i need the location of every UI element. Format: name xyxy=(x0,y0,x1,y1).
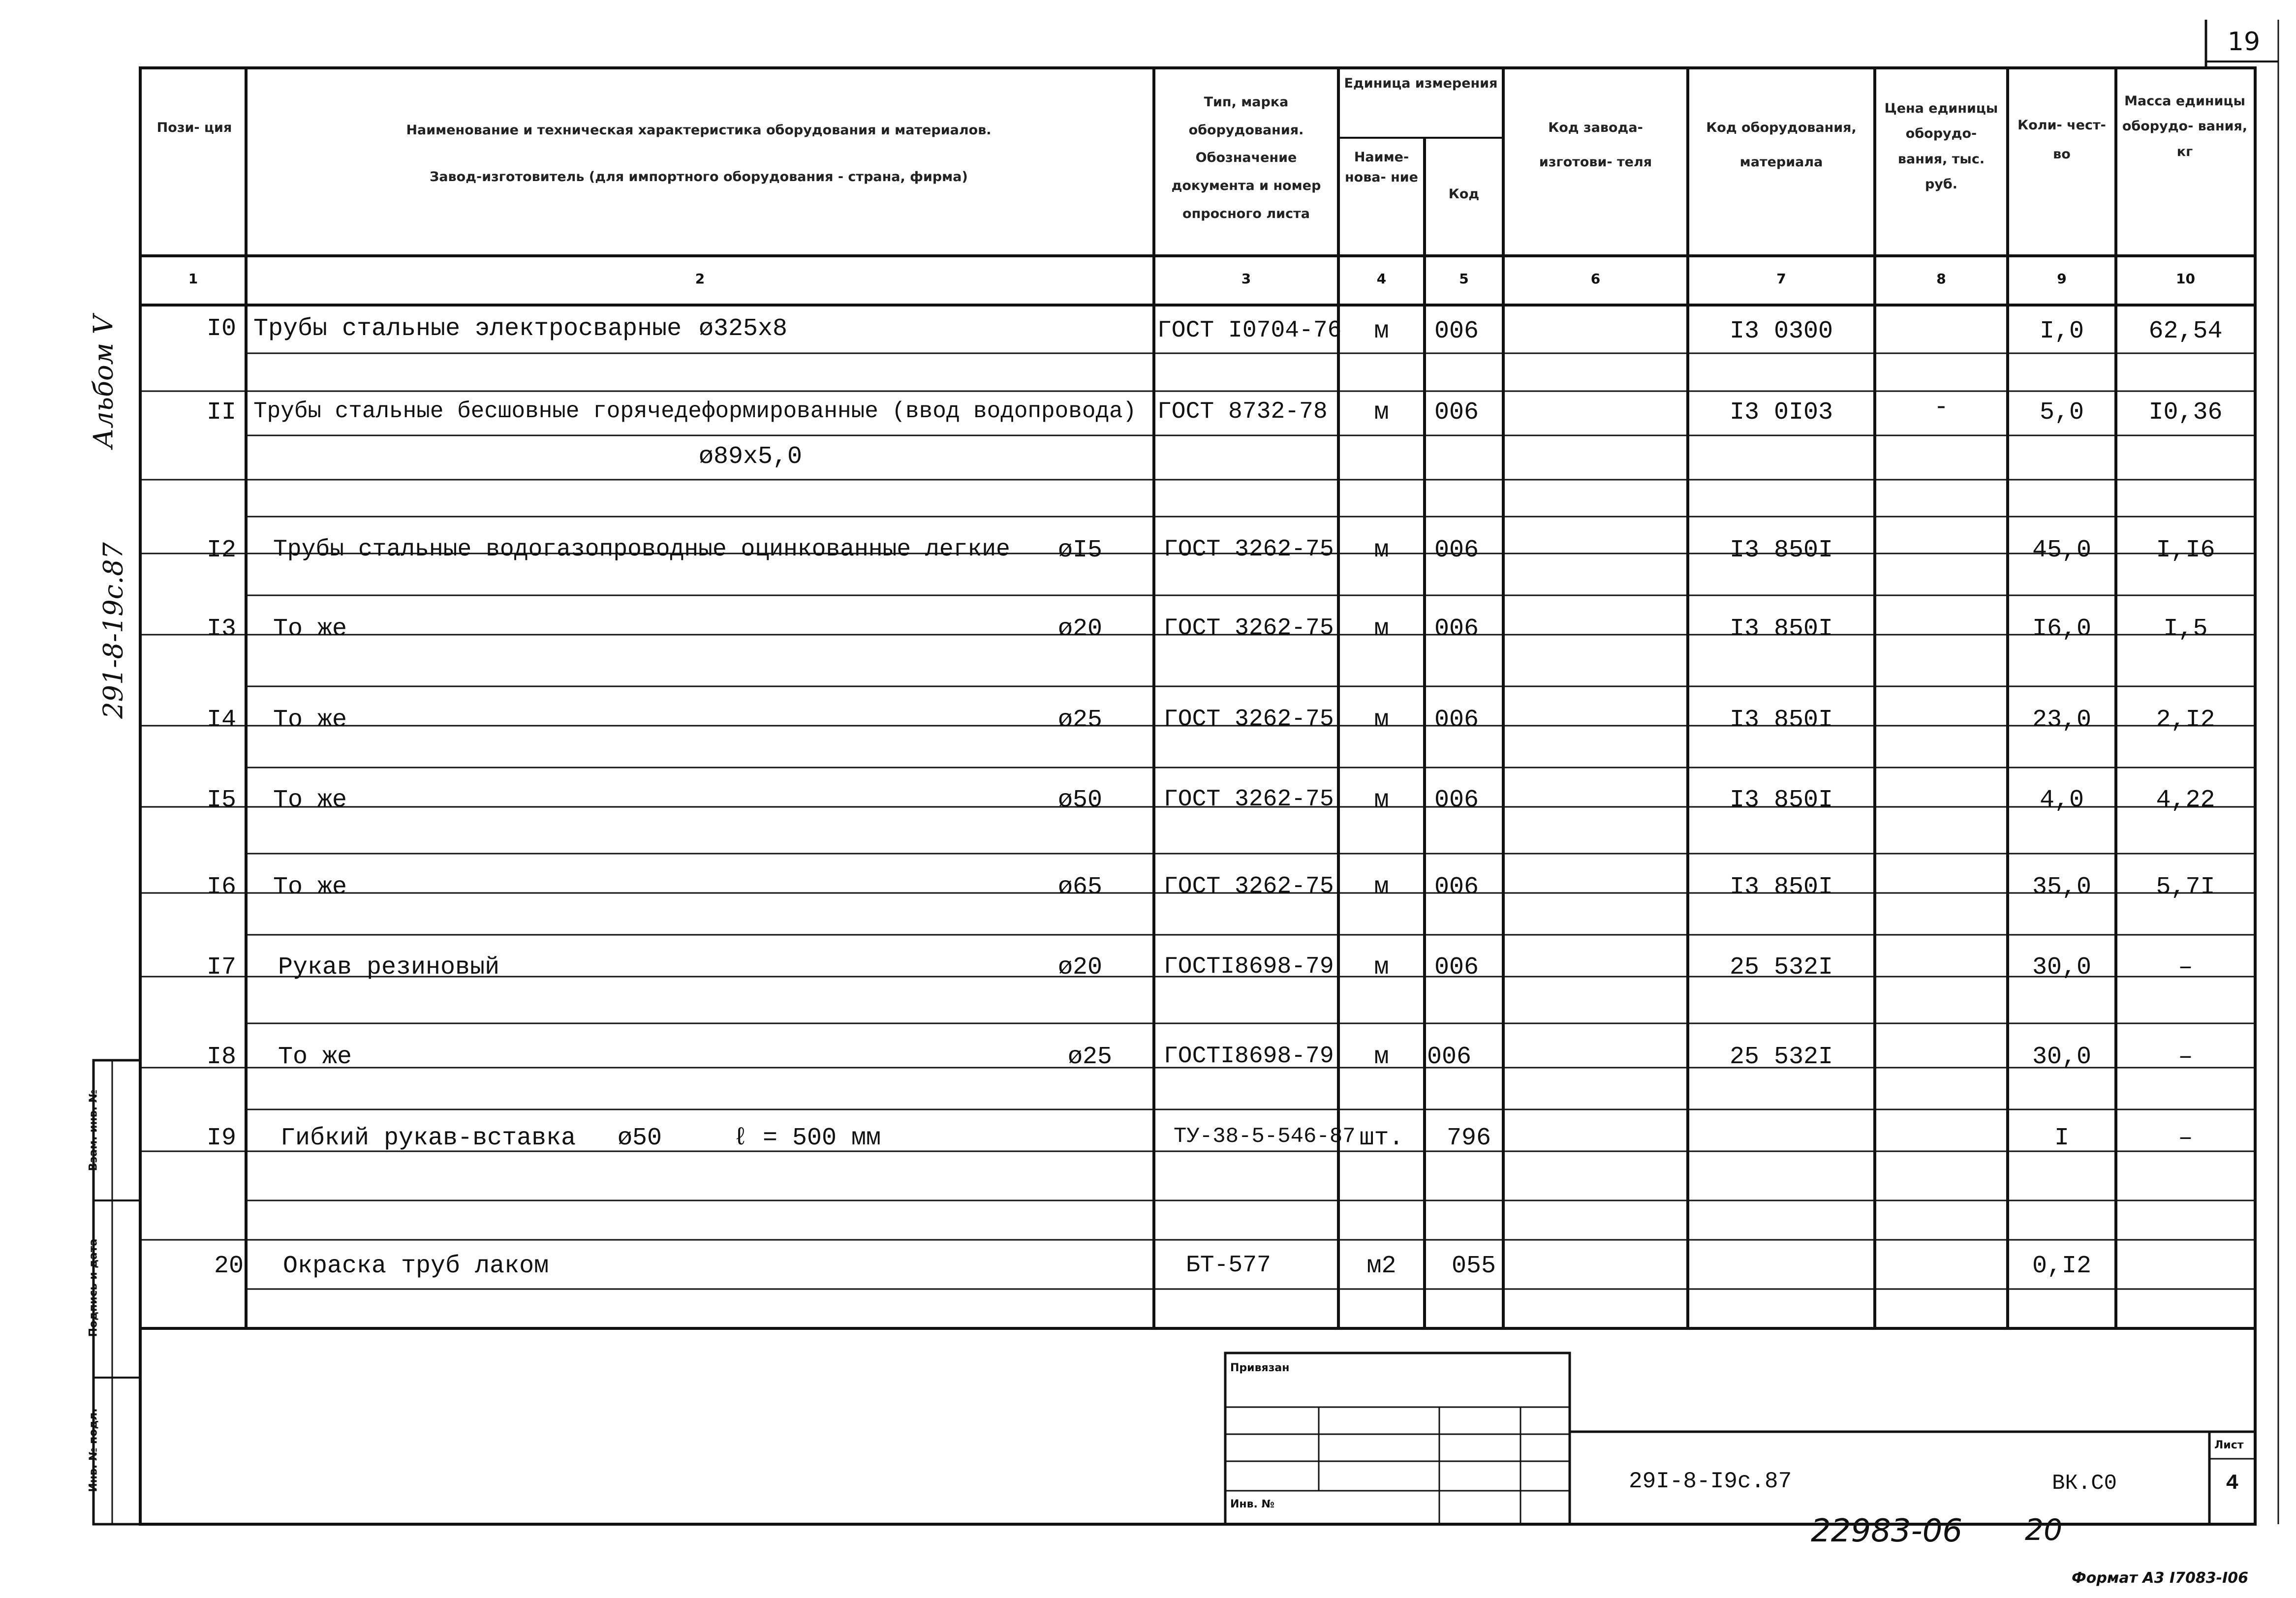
stamp-privyazan: Привязан xyxy=(1230,1362,1290,1374)
cell-item-code: I3 0I03 xyxy=(1729,399,1833,427)
cell-code: 006 xyxy=(1427,1043,1472,1071)
cell-pos: I3 xyxy=(206,615,236,643)
header-col7: Код оборудования, материала xyxy=(1706,120,1857,170)
stamp-sheet-label: Лист xyxy=(2214,1439,2244,1451)
cell-doc: ГОСТ 3262-75 xyxy=(1164,873,1334,900)
cell-unit: шт. xyxy=(1359,1124,1404,1152)
cell-qty: 45,0 xyxy=(2032,536,2092,564)
cell-doc: ГОСТI8698-79 xyxy=(1164,1043,1334,1070)
cell-qty: 5,0 xyxy=(2039,399,2084,427)
cell-size: ø25 xyxy=(1058,706,1103,734)
cell-qty: 30,0 xyxy=(2032,1043,2092,1071)
cell-code: 006 xyxy=(1434,786,1479,814)
cell-item-code: 25 532I xyxy=(1729,1043,1833,1071)
colnum-5: 5 xyxy=(1459,271,1469,287)
cell-name: Гибкий рукав-вставка xyxy=(280,1124,576,1152)
cell-size: ø25 xyxy=(1068,1043,1113,1071)
cell-mass: 5,7I xyxy=(2156,873,2215,901)
cell-doc: ГОСТ 3262-75 xyxy=(1164,536,1334,563)
cell-pos: I8 xyxy=(206,1043,236,1071)
cell-size: øI5 xyxy=(1058,536,1103,564)
cell-item-code: I3 0300 xyxy=(1729,317,1833,345)
cell-name: То же xyxy=(273,706,347,734)
cell-name: Рукав резиновый xyxy=(278,953,500,982)
cell-qty: 35,0 xyxy=(2032,873,2092,901)
cell-size: ø20 xyxy=(1058,953,1103,982)
colnum-10: 10 xyxy=(2176,271,2195,287)
colnum-9: 9 xyxy=(2057,271,2067,287)
cell-mass: 4,22 xyxy=(2156,786,2215,814)
bottom-code: 22983-06 xyxy=(1811,1513,1963,1549)
strip-label-inv: Инв. № подл. xyxy=(87,1408,100,1492)
cell-name: Окраска труб лаком xyxy=(283,1252,549,1280)
cell-code: 006 xyxy=(1434,317,1479,345)
cell-size: ø65 xyxy=(1058,873,1103,901)
header-unit: Единица измерения xyxy=(1344,76,1498,91)
cell-item-code: 25 532I xyxy=(1729,953,1833,982)
cell-code: 055 xyxy=(1452,1252,1496,1280)
cell-pos: I7 xyxy=(206,953,236,982)
cell-unit: м xyxy=(1374,1043,1389,1071)
stamp-inv-no: Инв. № xyxy=(1230,1498,1275,1510)
cell-name: То же xyxy=(273,873,347,901)
cell-name: Трубы стальные водогазопроводные оцинкованные легкие xyxy=(273,536,1010,563)
cell-qty: 0,I2 xyxy=(2032,1252,2092,1280)
cell-doc: ГОСТI8698-79 xyxy=(1164,953,1334,980)
bottom-page: 20 xyxy=(2025,1513,2063,1547)
header-col5: Код xyxy=(1448,186,1480,202)
stamp-sheet-no: 4 xyxy=(2226,1471,2239,1496)
header-col8: Цена единицы оборудо- вания, тыс. руб. xyxy=(1884,101,1998,192)
cell-mass: I,I6 xyxy=(2156,536,2215,564)
cell-doc: ГОСТ 8732-78 xyxy=(1157,399,1328,425)
cell-doc: БТ-577 xyxy=(1186,1252,1271,1279)
header-col1: Пози- ция xyxy=(156,120,232,135)
cell-size: ø50 xyxy=(1058,786,1103,814)
cell-code: 796 xyxy=(1447,1124,1491,1152)
cell-mass: – xyxy=(2178,1043,2193,1071)
cell-pos: I9 xyxy=(206,1124,236,1152)
cell-qty: 30,0 xyxy=(2032,953,2092,982)
side-label-project: 291-8-19с.87 xyxy=(97,542,129,719)
cell-code: 006 xyxy=(1434,953,1479,982)
stamp-mark: ВК.С0 xyxy=(2052,1471,2117,1496)
stamp-doc-code: 29I-8-I9с.87 xyxy=(1629,1469,1792,1494)
cell-length: ℓ = 500 мм xyxy=(733,1124,881,1152)
cell-mass: 2,I2 xyxy=(2156,706,2215,734)
cell-name-line2: ø89х5,0 xyxy=(699,443,803,471)
cell-pos: I0 xyxy=(206,315,236,343)
colnum-4: 4 xyxy=(1376,271,1387,287)
cell-pos: I6 xyxy=(206,873,236,901)
header-col10: Масса единицы оборудо- вания, кг xyxy=(2122,93,2248,159)
colnum-1: 1 xyxy=(188,271,198,287)
cell-pos: I4 xyxy=(206,706,236,734)
cell-code: 006 xyxy=(1434,706,1479,734)
sheet-number-top: 19 xyxy=(2227,27,2261,57)
colnum-6: 6 xyxy=(1590,271,1601,287)
cell-size: ø20 xyxy=(1058,615,1103,643)
cell-code: 006 xyxy=(1434,399,1479,427)
cell-unit: м xyxy=(1374,953,1389,982)
cell-doc: ГОСТ I0704-76 xyxy=(1157,317,1342,344)
colnum-2: 2 xyxy=(695,271,705,287)
cell-code: 006 xyxy=(1434,615,1479,643)
cell-name: То же xyxy=(273,786,347,814)
colnum-8: 8 xyxy=(1936,271,1946,287)
cell-code: 006 xyxy=(1434,536,1479,564)
cell-price: - xyxy=(1933,394,1949,422)
cell-name: То же xyxy=(273,615,347,643)
cell-qty: I6,0 xyxy=(2032,615,2092,643)
cell-unit: м xyxy=(1374,706,1389,734)
cell-doc: ГОСТ 3262-75 xyxy=(1164,615,1334,642)
cell-item-code: I3 850I xyxy=(1729,786,1833,814)
cell-unit: м xyxy=(1374,317,1389,345)
cell-item-code: I3 850I xyxy=(1729,536,1833,564)
cell-doc: ГОСТ 3262-75 xyxy=(1164,706,1334,733)
strip-label-signature: Подпись и дата xyxy=(87,1238,100,1337)
cell-doc: ГОСТ 3262-75 xyxy=(1164,786,1334,813)
cell-name: То же xyxy=(278,1043,352,1071)
cell-doc: ТУ-38-5-546-87 xyxy=(1174,1124,1356,1149)
header-col3: Тип, марка оборудования. Обозначение документа и номер опросного листа xyxy=(1171,94,1321,221)
cell-item-code: I3 850I xyxy=(1729,615,1833,643)
cell-unit: м xyxy=(1374,615,1389,643)
cell-qty: 23,0 xyxy=(2032,706,2092,734)
cell-item-code: I3 850I xyxy=(1729,873,1833,901)
cell-pos: I2 xyxy=(206,536,236,564)
cell-mass: – xyxy=(2178,953,2193,982)
cell-unit: м xyxy=(1374,786,1389,814)
header-col4: Наиме- нова- ние xyxy=(1344,150,1418,185)
colnum-3: 3 xyxy=(1241,271,1251,287)
cell-name: Трубы стальные бесшовные горячедеформированные (ввод водопровода) xyxy=(253,399,1137,424)
header-col2-line2: Завод-изготовитель (для импортного оборудования - страна, фирма) xyxy=(430,169,968,184)
cell-mass: I0,36 xyxy=(2148,399,2223,427)
cell-unit: м2 xyxy=(1366,1252,1396,1280)
cell-mass: 62,54 xyxy=(2148,317,2223,345)
strip-label-replace: Взам. инв. № xyxy=(87,1089,100,1171)
header-col6: Код завода- изготови- теля xyxy=(1539,120,1652,170)
cell-unit: м xyxy=(1374,399,1389,427)
cell-qty: I xyxy=(2054,1124,2069,1152)
cell-pos: II xyxy=(206,399,236,427)
cell-qty: 4,0 xyxy=(2039,786,2084,814)
cell-unit: м xyxy=(1374,536,1389,564)
header-col2-line1: Наименование и техническая характеристика оборудования и материалов. xyxy=(406,123,992,138)
colnum-7: 7 xyxy=(1776,271,1786,287)
cell-size: ø50 xyxy=(618,1124,662,1152)
cell-mass: – xyxy=(2178,1124,2193,1152)
cell-unit: м xyxy=(1374,873,1389,901)
cell-pos: 20 xyxy=(214,1252,244,1280)
cell-name: Трубы стальные электросварные xyxy=(253,315,682,343)
cell-mass: I,5 xyxy=(2163,615,2208,643)
cell-size: ø325х8 xyxy=(699,315,788,343)
cell-item-code: I3 850I xyxy=(1729,706,1833,734)
format-note: Формат А3 I7083-I06 xyxy=(2072,1569,2248,1587)
cell-code: 006 xyxy=(1434,873,1479,901)
side-label-album: Альбом V xyxy=(88,315,119,449)
cell-qty: I,0 xyxy=(2039,317,2084,345)
header-col9: Коли- чест- во xyxy=(2017,118,2106,162)
cell-pos: I5 xyxy=(206,786,236,814)
